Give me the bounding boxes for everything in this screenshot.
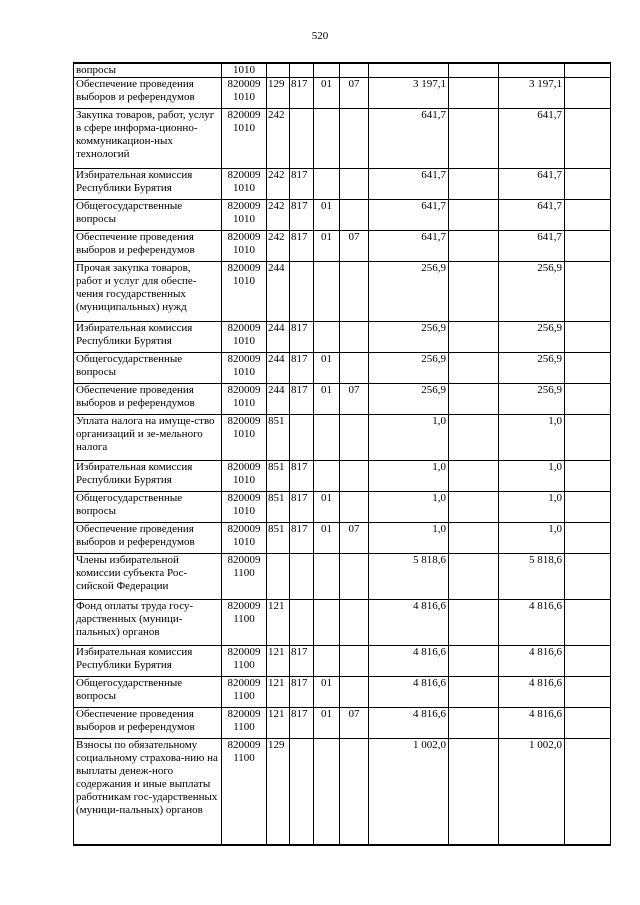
- amount-column-3: [499, 63, 565, 78]
- page-number: 520: [311, 30, 329, 42]
- amount-total: 4 816,6: [369, 600, 449, 646]
- amount-column-4: [565, 384, 611, 415]
- amount-total: 256,9: [369, 262, 449, 322]
- amount-total: 5 818,6: [369, 554, 449, 600]
- amount-total: 641,7: [369, 109, 449, 169]
- administrator-code: 817: [290, 200, 314, 231]
- target-article-code: [222, 708, 267, 739]
- section-code: [314, 109, 340, 169]
- subsection-code: 07: [340, 523, 369, 554]
- section-code: 01: [314, 78, 340, 109]
- expense-type-code: 121: [267, 708, 290, 739]
- target-article-code: [222, 492, 267, 523]
- amount-total: 1,0: [369, 461, 449, 492]
- subsection-code: 07: [340, 708, 369, 739]
- amount-column-3: 641,7: [499, 169, 565, 200]
- amount-total: 641,7: [369, 231, 449, 262]
- amount-column-4: [565, 646, 611, 677]
- administrator-code: 817: [290, 461, 314, 492]
- expense-type-code: 242: [267, 169, 290, 200]
- budget-item-name: Общегосударственные вопросы: [74, 200, 222, 231]
- section-code: 01: [314, 677, 340, 708]
- target-article-code-part2: 1010: [233, 275, 255, 287]
- target-article-code-part2: 1100: [233, 659, 255, 671]
- amount-column-2: [449, 169, 499, 200]
- section-code: [314, 322, 340, 353]
- amount-column-4: [565, 78, 611, 109]
- target-article-code: [222, 200, 267, 231]
- amount-column-2: [449, 554, 499, 600]
- section-code: 01: [314, 523, 340, 554]
- expense-type-code: 851: [267, 461, 290, 492]
- target-article-code-part1: 820009: [227, 461, 261, 473]
- amount-column-3: 1,0: [499, 415, 565, 461]
- amount-column-2: [449, 523, 499, 554]
- target-article-code-part2: 1010: [233, 397, 255, 409]
- target-article-code-part1: 820009: [227, 384, 261, 396]
- amount-column-2: [449, 231, 499, 262]
- table-body: [74, 63, 611, 845]
- budget-item-name: Избирательная комиссия Республики Бурятия: [74, 646, 222, 677]
- section-code: [314, 461, 340, 492]
- table-row: [74, 739, 611, 845]
- administrator-code: [290, 63, 314, 78]
- section-code: 01: [314, 200, 340, 231]
- target-article-code-part2: 1010: [233, 182, 255, 194]
- target-article-code-part2: 1010: [233, 122, 255, 134]
- amount-total: 4 816,6: [369, 677, 449, 708]
- target-article-code: [222, 322, 267, 353]
- table-row: [74, 461, 611, 492]
- section-code: 01: [314, 231, 340, 262]
- budget-item-name: Члены избирательной комиссии субъекта Рос-сийской Федерации: [74, 554, 222, 600]
- amount-column-2: [449, 461, 499, 492]
- table-row: [74, 554, 611, 600]
- target-article-code-part1: 820009: [227, 677, 261, 689]
- expense-type-code: 129: [267, 739, 290, 845]
- target-article-code: [222, 262, 267, 322]
- subsection-code: [340, 63, 369, 78]
- target-article-code-part2: 1100: [233, 613, 255, 625]
- table-row: [74, 600, 611, 646]
- target-article-code-part1: 820009: [227, 78, 261, 90]
- target-article-code: [222, 461, 267, 492]
- budget-item-name: Обеспечение проведения выборов и референдумов: [74, 523, 222, 554]
- amount-column-2: [449, 492, 499, 523]
- amount-column-4: [565, 200, 611, 231]
- amount-total: 1,0: [369, 492, 449, 523]
- target-article-code-part1: 820009: [227, 739, 261, 751]
- amount-column-3: 1 002,0: [499, 739, 565, 845]
- amount-column-2: [449, 109, 499, 169]
- expense-type-code: 851: [267, 523, 290, 554]
- target-article-code-part2: 1010: [233, 505, 255, 517]
- amount-column-2: [449, 322, 499, 353]
- administrator-code: 817: [290, 646, 314, 677]
- amount-column-2: [449, 78, 499, 109]
- amount-total: [369, 63, 449, 78]
- target-article-code: [222, 353, 267, 384]
- amount-column-2: [449, 708, 499, 739]
- table-row: [74, 646, 611, 677]
- subsection-code: [340, 109, 369, 169]
- expense-type-code: 121: [267, 677, 290, 708]
- amount-column-4: [565, 461, 611, 492]
- amount-column-4: [565, 739, 611, 845]
- table-row: [74, 708, 611, 739]
- subsection-code: [340, 169, 369, 200]
- amount-column-4: [565, 677, 611, 708]
- administrator-code: 817: [290, 169, 314, 200]
- target-article-code-part1: 820009: [227, 600, 261, 612]
- amount-column-4: [565, 322, 611, 353]
- subsection-code: [340, 415, 369, 461]
- subsection-code: [340, 600, 369, 646]
- target-article-code: [222, 554, 267, 600]
- table-row: [74, 353, 611, 384]
- table-row: [74, 78, 611, 109]
- budget-item-name: Прочая закупка товаров, работ и услуг для обеспе-чения государственных (муниципальных) нужд: [74, 262, 222, 322]
- target-article-code-part2: 1010: [233, 536, 255, 548]
- subsection-code: 07: [340, 78, 369, 109]
- section-code: [314, 63, 340, 78]
- target-article-code-part1: 820009: [227, 708, 261, 720]
- expense-type-code: 244: [267, 384, 290, 415]
- amount-column-2: [449, 63, 499, 78]
- administrator-code: 817: [290, 708, 314, 739]
- table-row: [74, 415, 611, 461]
- administrator-code: 817: [290, 677, 314, 708]
- target-article-code-part2: 1100: [233, 690, 255, 702]
- target-article-code-part1: 820009: [227, 353, 261, 365]
- amount-column-2: [449, 739, 499, 845]
- target-article-code: [222, 78, 267, 109]
- target-article-code-part2: 1010: [233, 213, 255, 225]
- section-code: 01: [314, 708, 340, 739]
- target-article-code: [222, 63, 267, 78]
- budget-item-name: Общегосударственные вопросы: [74, 677, 222, 708]
- expense-type-code: 242: [267, 231, 290, 262]
- subsection-code: [340, 262, 369, 322]
- table-row: [74, 169, 611, 200]
- administrator-code: 817: [290, 353, 314, 384]
- administrator-code: 817: [290, 384, 314, 415]
- amount-column-4: [565, 353, 611, 384]
- administrator-code: 817: [290, 523, 314, 554]
- target-article-code-part1: 820009: [227, 169, 261, 181]
- amount-column-3: 641,7: [499, 109, 565, 169]
- budget-item-name: Избирательная комиссия Республики Бурятия: [74, 461, 222, 492]
- section-code: [314, 262, 340, 322]
- table-row: [74, 262, 611, 322]
- target-article-code-part2: 1100: [233, 752, 255, 764]
- administrator-code: 817: [290, 492, 314, 523]
- target-article-code-part2: 1100: [233, 567, 255, 579]
- amount-column-3: 256,9: [499, 384, 565, 415]
- budget-item-name: Обеспечение проведения выборов и референдумов: [74, 384, 222, 415]
- administrator-code: 817: [290, 78, 314, 109]
- target-article-code-part1: 820009: [227, 322, 261, 334]
- target-article-code: [222, 109, 267, 169]
- amount-column-3: 256,9: [499, 322, 565, 353]
- target-article-code-part1: 820009: [227, 262, 261, 274]
- subsection-code: [340, 677, 369, 708]
- expense-type-code: [267, 554, 290, 600]
- amount-total: 1,0: [369, 523, 449, 554]
- section-code: [314, 415, 340, 461]
- administrator-code: [290, 262, 314, 322]
- amount-column-2: [449, 200, 499, 231]
- table-row: [74, 200, 611, 231]
- amount-column-4: [565, 262, 611, 322]
- expense-type-code: 851: [267, 492, 290, 523]
- administrator-code: 817: [290, 231, 314, 262]
- expense-type-code: 244: [267, 262, 290, 322]
- amount-column-3: 256,9: [499, 353, 565, 384]
- section-code: [314, 169, 340, 200]
- target-article-code-part2: 1100: [233, 721, 255, 733]
- target-article-code-part1: 820009: [227, 200, 261, 212]
- amount-column-4: [565, 708, 611, 739]
- administrator-code: [290, 554, 314, 600]
- amount-column-3: 1,0: [499, 492, 565, 523]
- budget-item-name: Обеспечение проведения выборов и референдумов: [74, 78, 222, 109]
- expense-type-code: 244: [267, 322, 290, 353]
- amount-column-2: [449, 415, 499, 461]
- amount-column-4: [565, 523, 611, 554]
- budget-item-name: Обеспечение проведения выборов и референдумов: [74, 231, 222, 262]
- table-row: [74, 63, 611, 78]
- administrator-code: [290, 739, 314, 845]
- target-article-code-part2: 1010: [233, 244, 255, 256]
- target-article-code-part2: 1010: [233, 91, 255, 103]
- amount-column-3: 5 818,6: [499, 554, 565, 600]
- administrator-code: [290, 600, 314, 646]
- target-article-code: [222, 600, 267, 646]
- target-article-code: [222, 231, 267, 262]
- section-code: [314, 646, 340, 677]
- target-article-code: [222, 523, 267, 554]
- subsection-code: 07: [340, 231, 369, 262]
- section-code: [314, 554, 340, 600]
- table-row: [74, 523, 611, 554]
- subsection-code: [340, 646, 369, 677]
- subsection-code: [340, 322, 369, 353]
- target-article-code-part1: 820009: [227, 109, 261, 121]
- expense-type-code: 121: [267, 646, 290, 677]
- target-article-code: [222, 739, 267, 845]
- subsection-code: [340, 554, 369, 600]
- expense-type-code: 242: [267, 109, 290, 169]
- expense-type-code: 121: [267, 600, 290, 646]
- amount-column-4: [565, 63, 611, 78]
- expense-type-code: [267, 63, 290, 78]
- amount-column-3: 4 816,6: [499, 708, 565, 739]
- amount-column-3: 641,7: [499, 231, 565, 262]
- budget-item-name: Взносы по обязательному социальному страхова-нию на выплаты денеж-ного содержания и иные выплаты работникам гос-ударственных (муници-пальных) органов: [74, 739, 222, 845]
- budget-item-name: Закупка товаров, работ, услуг в сфере информа-ционно-коммуникацион-ных технологий: [74, 109, 222, 169]
- amount-total: 641,7: [369, 200, 449, 231]
- amount-column-3: 641,7: [499, 200, 565, 231]
- administrator-code: 817: [290, 322, 314, 353]
- budget-item-name: вопросы: [74, 63, 222, 78]
- target-article-code-part2: 1010: [233, 474, 255, 486]
- subsection-code: [340, 739, 369, 845]
- amount-total: 256,9: [369, 353, 449, 384]
- section-code: 01: [314, 492, 340, 523]
- table-row: [74, 109, 611, 169]
- expense-type-code: 851: [267, 415, 290, 461]
- table-row: [74, 322, 611, 353]
- table-row: [74, 384, 611, 415]
- target-article-code-part2: 1010: [233, 366, 255, 378]
- amount-total: 256,9: [369, 384, 449, 415]
- amount-column-4: [565, 169, 611, 200]
- expense-type-code: 129: [267, 78, 290, 109]
- table-row: [74, 231, 611, 262]
- amount-total: 4 816,6: [369, 646, 449, 677]
- amount-column-2: [449, 677, 499, 708]
- budget-table: [73, 62, 611, 846]
- amount-total: 641,7: [369, 169, 449, 200]
- amount-column-2: [449, 262, 499, 322]
- budget-item-name: Избирательная комиссия Республики Бурятия: [74, 322, 222, 353]
- target-article-code: [222, 415, 267, 461]
- amount-column-4: [565, 554, 611, 600]
- administrator-code: [290, 109, 314, 169]
- amount-column-2: [449, 646, 499, 677]
- target-article-code: [222, 384, 267, 415]
- target-article-code-part1: 820009: [227, 415, 261, 427]
- administrator-code: [290, 415, 314, 461]
- target-article-code: [222, 646, 267, 677]
- amount-column-4: [565, 231, 611, 262]
- target-article-code: [222, 677, 267, 708]
- expense-type-code: 242: [267, 200, 290, 231]
- target-article-code-part1: 820009: [227, 646, 261, 658]
- budget-item-name: Фонд оплаты труда госу-дарственных (муници-пальных) органов: [74, 600, 222, 646]
- amount-column-3: 256,9: [499, 262, 565, 322]
- budget-item-name: Общегосударственные вопросы: [74, 492, 222, 523]
- target-article-code-part1: 820009: [227, 554, 261, 566]
- amount-column-3: 4 816,6: [499, 677, 565, 708]
- subsection-code: [340, 353, 369, 384]
- subsection-code: 07: [340, 384, 369, 415]
- target-article-code-part1: 820009: [227, 231, 261, 243]
- section-code: [314, 600, 340, 646]
- target-article-code-part1: 820009: [227, 492, 261, 504]
- amount-total: 3 197,1: [369, 78, 449, 109]
- amount-column-4: [565, 415, 611, 461]
- target-article-code-part2: 1010: [233, 428, 255, 440]
- table-row: [74, 677, 611, 708]
- target-article-code-part2: 1010: [233, 335, 255, 347]
- amount-column-4: [565, 600, 611, 646]
- budget-item-name: Уплата налога на имуще-ство организаций и зе-мельного налога: [74, 415, 222, 461]
- amount-column-2: [449, 384, 499, 415]
- amount-total: 1,0: [369, 415, 449, 461]
- expense-type-code: 244: [267, 353, 290, 384]
- section-code: 01: [314, 384, 340, 415]
- amount-column-3: 3 197,1: [499, 78, 565, 109]
- amount-column-3: 1,0: [499, 461, 565, 492]
- amount-column-2: [449, 600, 499, 646]
- target-article-code-part2: 1010: [233, 64, 255, 76]
- subsection-code: [340, 461, 369, 492]
- amount-column-3: 4 816,6: [499, 646, 565, 677]
- budget-item-name: Общегосударственные вопросы: [74, 353, 222, 384]
- section-code: 01: [314, 353, 340, 384]
- budget-item-name: Избирательная комиссия Республики Бурятия: [74, 169, 222, 200]
- amount-column-4: [565, 109, 611, 169]
- target-article-code: [222, 169, 267, 200]
- subsection-code: [340, 492, 369, 523]
- subsection-code: [340, 200, 369, 231]
- amount-total: 1 002,0: [369, 739, 449, 845]
- amount-column-2: [449, 353, 499, 384]
- budget-item-name: Обеспечение проведения выборов и референдумов: [74, 708, 222, 739]
- section-code: [314, 739, 340, 845]
- amount-total: 4 816,6: [369, 708, 449, 739]
- amount-total: 256,9: [369, 322, 449, 353]
- target-article-code-part1: 820009: [227, 523, 261, 535]
- amount-column-3: 1,0: [499, 523, 565, 554]
- amount-column-3: 4 816,6: [499, 600, 565, 646]
- table-row: [74, 492, 611, 523]
- amount-column-4: [565, 492, 611, 523]
